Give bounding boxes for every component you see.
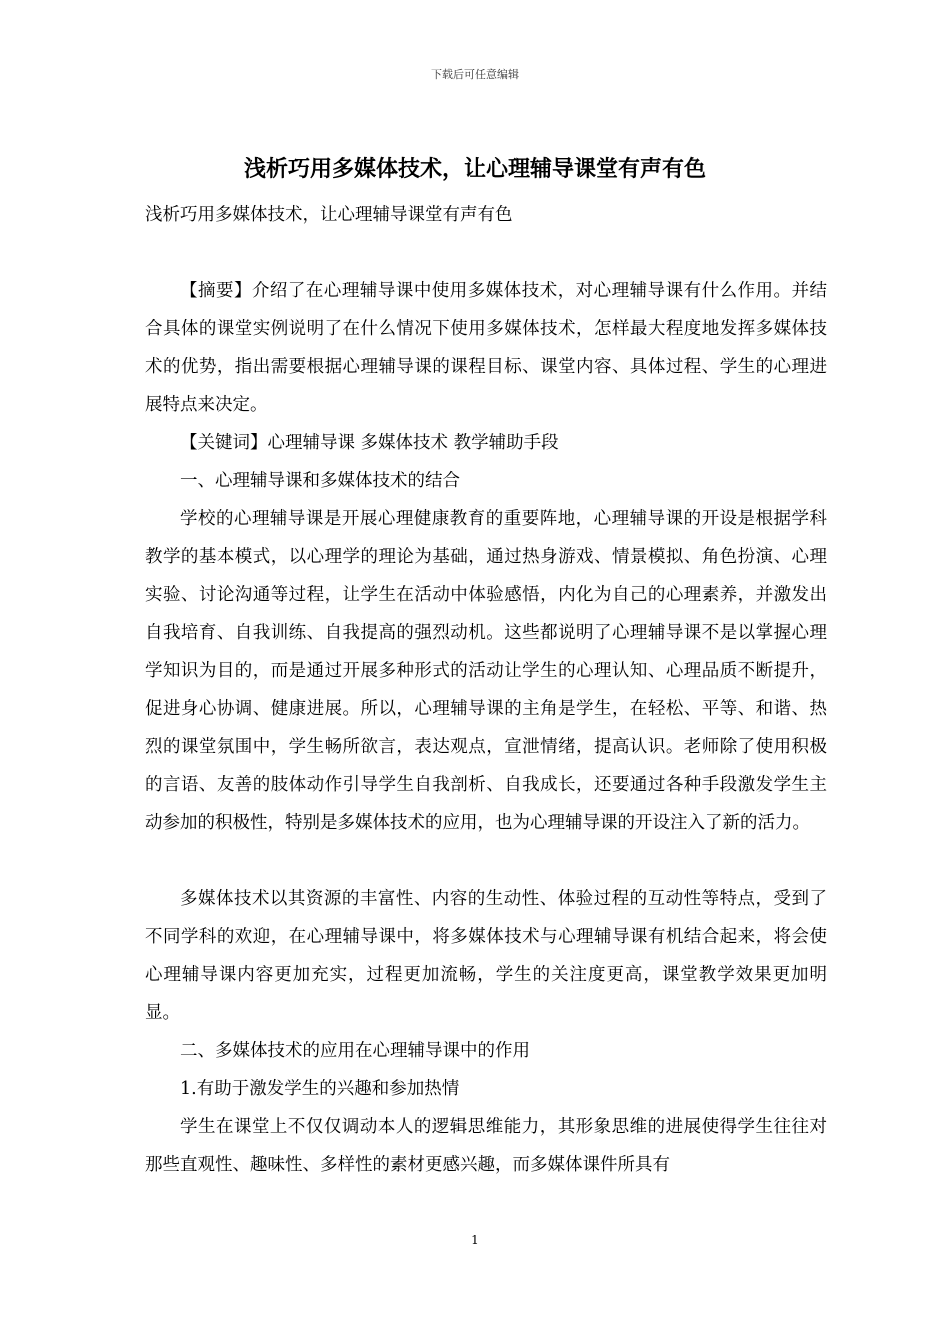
document-body <box>145 196 827 1184</box>
page-header-note: 下载后可任意编辑 <box>431 68 519 81</box>
section-heading-1: 一、心理辅导课和多媒体技术的结合 <box>180 471 460 491</box>
body-paragraph: 学生在课堂上不仅仅调动本人的逻辑思维能力，其形象思维的进展使得学生往往对那些直观性、趣味性、多样性的素材更感兴趣，而多媒体课件所具有 <box>145 1117 827 1175</box>
abstract-paragraph: 【摘要】介绍了在心理辅导课中使用多媒体技术，对心理辅导课有什么作用。并结合具体的课堂实例说明了在什么情况下使用多媒体技术，怎样最大程度地发挥多媒体技术的优势，指出需要根据心理辅导课的课程目标、课堂内容、具体过程、学生的心理进展特点来决定。 <box>145 281 827 415</box>
keywords-line: 【关键词】心理辅导课 多媒体技术 教学辅助手段 <box>180 433 559 453</box>
body-paragraph: 学校的心理辅导课是开展心理健康教育的重要阵地，心理辅导课的开设是根据学科教学的基本模式，以心理学的理论为基础，通过热身游戏、情景模拟、角色扮演、心理实验、讨论沟通等过程，让学生在活动中体验感悟，内化为自己的心理素养，并激发出自我培育、自我训练、自我提高的强烈动机。这些都说明了心理辅导课不是以掌握心理学知识为目的，而是通过开展多种形式的活动让学生的心理认知、心理品质不断提升，促进身心协调、健康进展。所以，心理辅导课的主角是学生，在轻松、平等、和谐、热烈的课堂氛围中，学生畅所欲言，表达观点，宣泄情绪，提高认识。老师除了使用积极的言语、友善的肢体动作引导学生自我剖析、自我成长，还要通过各种手段激发学生主动参加的积极性，特别是多媒体技术的应用，也为心理辅导课的开设注入了新的活力。 <box>145 509 827 833</box>
document-title: 浅析巧用多媒体技术，让心理辅导课堂有声有色 <box>243 156 706 182</box>
page-number: 1 <box>471 1233 479 1247</box>
section-heading-2: 二、多媒体技术的应用在心理辅导课中的作用 <box>180 1041 530 1061</box>
subsection-heading-1: 1.有助于激发学生的兴趣和参加热情 <box>180 1079 460 1099</box>
document-subtitle: 浅析巧用多媒体技术，让心理辅导课堂有声有色 <box>145 205 513 225</box>
body-paragraph: 多媒体技术以其资源的丰富性、内容的生动性、体验过程的互动性等特点，受到了不同学科的欢迎，在心理辅导课中，将多媒体技术与心理辅导课有机结合起来，将会使心理辅导课内容更加充实，过程更加流畅，学生的关注度更高，课堂教学效果更加明显。 <box>145 889 827 1023</box>
